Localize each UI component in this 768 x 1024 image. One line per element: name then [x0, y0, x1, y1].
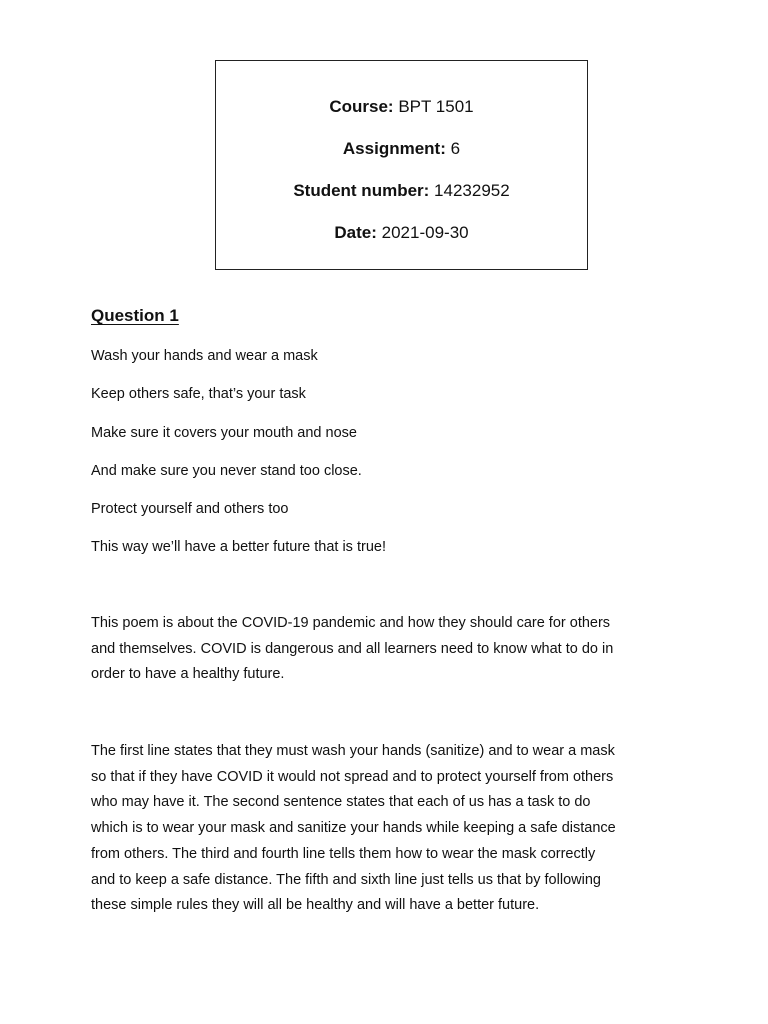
explanation-paragraph-1: [91, 611, 691, 688]
paragraph-line: from others. The third and fourth line tells them how to wear the mask correctly: [91, 845, 596, 862]
explanation-paragraph-2: [91, 739, 691, 919]
date-value: 2021-09-30: [381, 223, 469, 242]
course-label: Course:: [329, 97, 394, 116]
paragraph-line: This poem is about the COVID-19 pandemic and how they should care for others: [91, 615, 611, 631]
student-number-label: Student number:: [293, 181, 430, 200]
paragraph-line: and themselves. COVID is dangerous and all learners need to know what to do in: [91, 640, 614, 657]
paragraph-line: these simple rules they will all be healthy and will have a better future.: [91, 897, 540, 914]
cover-info-box: [215, 60, 588, 270]
paragraph-line: so that if they have COVID it would not spread and to protect yourself from others: [91, 768, 614, 785]
paragraph-line: order to have a healthy future.: [91, 666, 285, 683]
poem-line: Keep others safe, that’s your task: [91, 386, 306, 402]
student-number-line: [216, 181, 587, 201]
poem-line: And make sure you never stand too close.: [91, 463, 362, 479]
date-line: [216, 223, 587, 243]
paragraph-line: The first line states that they must wash your hands (sanitize) and to wear a mask: [91, 743, 615, 759]
poem-line: Wash your hands and wear a mask: [91, 348, 318, 364]
assignment-label: Assignment:: [342, 139, 446, 158]
student-number-value: 14232952: [434, 181, 510, 200]
poem-line: Make sure it covers your mouth and nose: [91, 425, 357, 441]
assignment-value: 6: [450, 139, 461, 158]
paragraph-line: which is to wear your mask and sanitize your hands while keeping a safe distance: [91, 820, 616, 837]
course-value: BPT 1501: [398, 97, 474, 116]
course-line: [216, 97, 587, 117]
poem-line: Protect yourself and others too: [91, 501, 289, 517]
poem-line: This way we’ll have a better future that is true!: [91, 539, 386, 555]
paragraph-line: and to keep a safe distance. The fifth and sixth line just tells us that by following: [91, 871, 601, 888]
question-heading: Question 1: [91, 306, 179, 325]
assignment-line: [216, 139, 587, 159]
paragraph-line: who may have it. The second sentence states that each of us has a task to do: [91, 794, 591, 811]
date-label: Date:: [334, 223, 377, 242]
